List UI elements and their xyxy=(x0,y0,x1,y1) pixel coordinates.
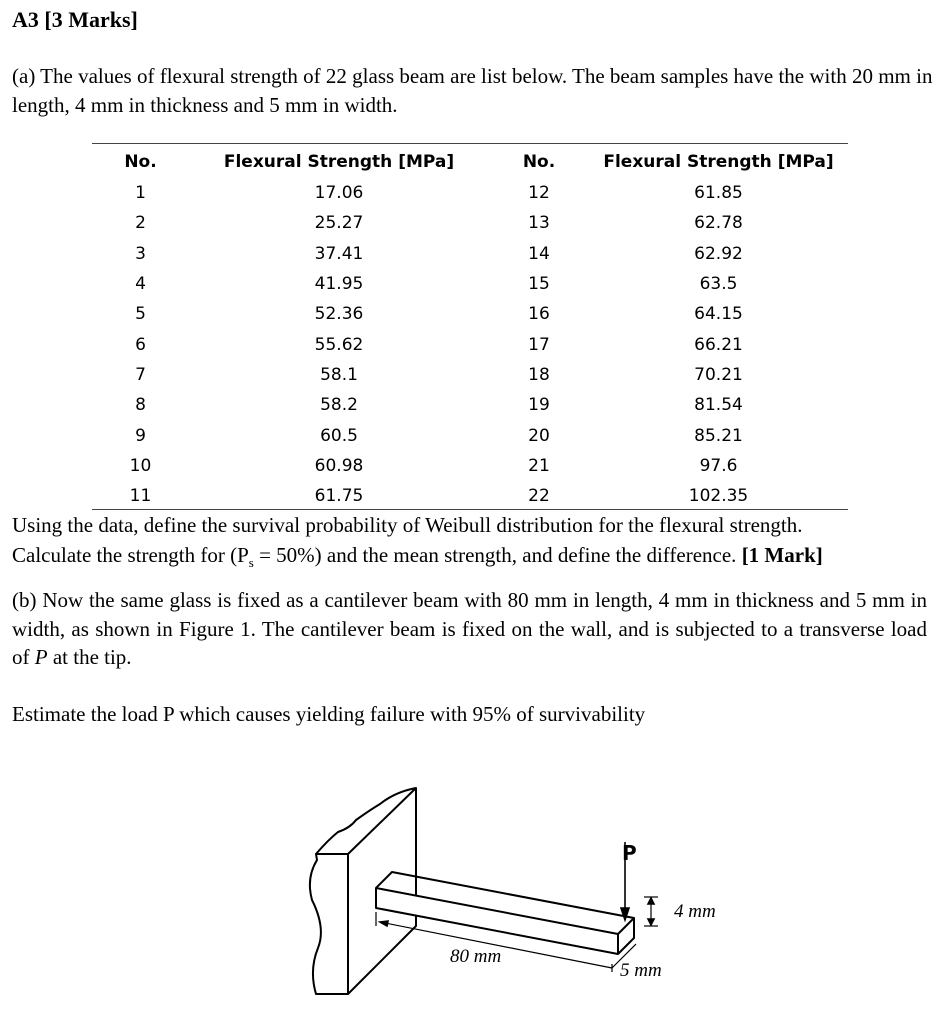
row-strength-right: 97.6 xyxy=(699,455,738,476)
weibull-question-line1: Using the data, define the survival probability of Weibull distribution for the flexural strength. xyxy=(12,513,803,537)
row-no-right: 22 xyxy=(528,486,550,507)
flexural-strength-table xyxy=(92,145,848,511)
row-no-left: 10 xyxy=(129,455,152,476)
row-strength-left: 58.1 xyxy=(320,364,358,385)
survival-subscript: s xyxy=(248,555,254,571)
part-b-text-end: at the tip. xyxy=(47,645,132,669)
row-strength-left: 25.27 xyxy=(314,213,364,234)
row-no-right: 12 xyxy=(528,183,550,204)
row-no-right: 21 xyxy=(528,455,550,476)
row-strength-left: 61.75 xyxy=(314,486,364,507)
row-strength-right: 70.21 xyxy=(694,364,743,385)
row-strength-right: 62.92 xyxy=(694,243,743,264)
load-arrow-head xyxy=(621,908,629,920)
table-row xyxy=(92,390,848,420)
question-title: A3 [3 Marks] xyxy=(12,7,138,32)
row-strength-right: 62.78 xyxy=(694,213,743,234)
row-no-left: 2 xyxy=(135,213,146,234)
table-header-row xyxy=(92,145,848,178)
row-no-right: 13 xyxy=(528,213,550,234)
part-b-text-main: (b) Now the same glass is fixed as a cantilever beam with 80 mm in length, 4 mm in thickness and 5 mm in width, as shown in Figure 1. The cantilever beam is fixed on the wall, and is subjected to a transverse load of xyxy=(12,588,927,669)
row-strength-right: 66.21 xyxy=(694,334,743,355)
row-strength-left: 60.98 xyxy=(314,455,364,476)
marks-label: [1 Mark] xyxy=(741,543,823,567)
table-top-rule xyxy=(92,143,848,144)
table-row xyxy=(92,178,848,208)
row-no-left: 4 xyxy=(135,274,146,295)
row-strength-left: 41.95 xyxy=(314,274,364,295)
table-row xyxy=(92,208,848,238)
part-b-text xyxy=(12,586,927,672)
load-label: P xyxy=(622,841,637,865)
length-label: 80 mm xyxy=(450,946,502,967)
row-strength-right: 63.5 xyxy=(699,274,738,295)
estimate-text: Estimate the load P which causes yielding failure with 95% of survivability xyxy=(12,702,646,726)
header-no-right: No. xyxy=(522,151,556,172)
row-no-right: 18 xyxy=(528,364,550,385)
width-label: 5 mm xyxy=(620,960,662,981)
weibull-question xyxy=(12,510,937,578)
row-no-right: 14 xyxy=(528,243,550,264)
row-strength-left: 17.06 xyxy=(314,183,364,204)
table-row xyxy=(92,299,848,329)
row-strength-left: 55.62 xyxy=(314,334,364,355)
row-no-left: 5 xyxy=(135,304,146,325)
part-a-text: (a) The values of flexural strength of 22 glass beam are list below. The beam samples have the with 20 mm in length, 4 mm in thickness and 5 mm in width. xyxy=(12,64,933,117)
row-strength-left: 52.36 xyxy=(314,304,364,325)
table-row xyxy=(92,360,848,390)
header-no-left: No. xyxy=(124,151,157,172)
row-no-right: 19 xyxy=(528,395,550,416)
row-strength-left: 37.41 xyxy=(314,243,364,264)
row-strength-right: 102.35 xyxy=(688,486,749,507)
wall-front xyxy=(310,854,348,994)
row-no-right: 20 xyxy=(528,425,550,446)
row-no-right: 15 xyxy=(528,274,550,295)
row-no-left: 3 xyxy=(135,243,146,264)
beam-front xyxy=(376,888,618,954)
row-no-left: 9 xyxy=(135,425,146,446)
row-no-left: 11 xyxy=(129,486,152,507)
load-symbol: P xyxy=(34,645,48,669)
row-strength-right: 64.15 xyxy=(694,304,743,325)
weibull-question-line2: Calculate the strength for (P xyxy=(12,543,249,567)
row-no-left: 8 xyxy=(135,395,146,416)
row-no-right: 16 xyxy=(528,304,550,325)
cantilever-beam-figure xyxy=(300,780,760,1010)
table-row xyxy=(92,451,848,481)
row-no-right: 17 xyxy=(528,334,550,355)
weibull-question-line2-rest: = 50%) and the mean strength, and define the difference. xyxy=(253,543,742,567)
row-strength-right: 85.21 xyxy=(694,425,743,446)
table-row xyxy=(92,239,848,269)
thickness-label: 4 mm xyxy=(674,901,716,922)
table-row xyxy=(92,329,848,359)
row-no-left: 7 xyxy=(135,364,146,385)
table-row xyxy=(92,269,848,299)
table-row xyxy=(92,481,848,511)
row-strength-right: 81.54 xyxy=(694,395,743,416)
row-strength-left: 60.5 xyxy=(320,425,358,446)
table-row xyxy=(92,420,848,450)
wall-top xyxy=(316,788,416,854)
row-strength-right: 61.85 xyxy=(694,183,743,204)
row-strength-left: 58.2 xyxy=(320,395,358,416)
header-strength-left: Flexural Strength [MPa] xyxy=(223,151,455,172)
row-no-left: 6 xyxy=(135,334,146,355)
row-no-left: 1 xyxy=(135,183,146,204)
header-strength-right: Flexural Strength [MPa] xyxy=(603,151,834,172)
